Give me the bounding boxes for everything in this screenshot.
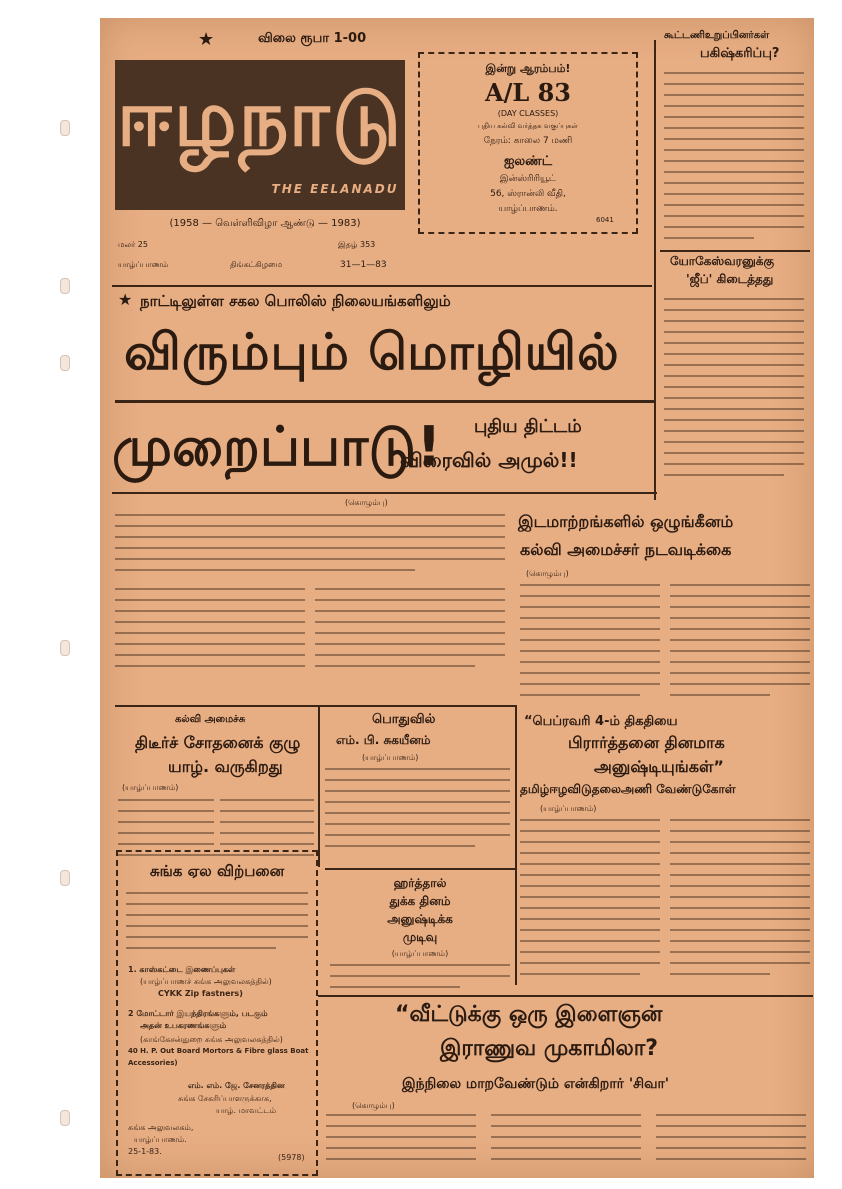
rule — [112, 285, 652, 287]
headline-1: விரும்பும் மொழியில் — [124, 323, 620, 381]
hartal-headline-3: அனுஷ்டிக்க — [387, 912, 453, 926]
right-head-3: யோகேஸ்வரனுக்கு — [670, 254, 775, 268]
binding-hole — [60, 870, 70, 886]
transfer-story-text — [520, 580, 810, 710]
byline: (கொழும்பு) — [345, 498, 388, 507]
kicker: நாட்டிலுள்ள சகல பொலிஸ் நிலையங்களிலும் — [140, 292, 451, 310]
right-col-text-2 — [660, 292, 810, 492]
auction-item-note: (யாழ்ப்பாணச் சுங்க அலுவலகத்தில்) — [140, 977, 272, 986]
ad-line: புதிய கல்வி வர்த்தக வகுப்புகள் — [478, 122, 578, 130]
hartal-story-text — [330, 960, 510, 1000]
army-headline-3: இந்நிலை மாறவேண்டும் என்கிறார் 'சிவா' — [402, 1076, 670, 1092]
auction-office: சுங்க அலுவலகம், — [128, 1123, 194, 1132]
rule — [660, 250, 810, 252]
auction-ad — [116, 850, 318, 1176]
headline-2: முறைப்பாடு! — [112, 415, 442, 478]
hartal-headline-4: முடிவு — [402, 930, 438, 944]
headline-side-1: புதிய திட்டம் — [474, 416, 582, 437]
rule — [112, 492, 657, 494]
auction-item: 2 மோட்டார் இயந்திரங்களும், படகும் — [128, 1009, 268, 1018]
byline: (யாழ்ப்பாணம்) — [391, 949, 449, 958]
column-rule — [318, 707, 320, 867]
auction-item-note: CYKK Zip fastners) — [158, 989, 243, 998]
masthead-logo — [115, 60, 405, 210]
ad-line: ஐலண்ட் — [503, 154, 553, 169]
binding-hole — [60, 120, 70, 136]
feb4-headline-2: பிரார்த்தனை தினமாக — [568, 733, 725, 752]
auction-office-place: யாழ்ப்பாணம். — [134, 1135, 187, 1144]
auction-item-note: Accessories) — [128, 1059, 178, 1067]
feb4-headline-4: தமிழ்ஈழவிடுதலைஅணி வேண்டுகோள் — [520, 782, 736, 796]
auction-signer-title: சுங்க சேகரிப்பாளருக்காக, — [178, 1094, 272, 1103]
ad-line: இன்று ஆரம்பம்! — [485, 62, 571, 75]
rule — [318, 995, 813, 997]
right-head-1: கூட்டணிஉறுப்பினர்கள் — [664, 30, 770, 41]
byline: (யாழ்ப்பாணம்) — [540, 804, 597, 813]
column-rule — [515, 705, 517, 985]
feb4-headline-1: “பெப்ரவரி 4-ம் திகதியை — [524, 714, 678, 729]
auction-signer: எம். எம். ஜே. சேனரத்தின — [188, 1081, 285, 1090]
ad-line: (DAY CLASSES) — [497, 109, 559, 118]
transfer-headline-2: கல்வி அமைச்சர் நடவடிக்கை — [520, 540, 732, 559]
edu-kicker: கல்வி அமைச்சு — [175, 714, 246, 725]
ad-line: யாழ்ப்பாணம். — [498, 204, 558, 214]
byline: (கொழும்பு) — [526, 569, 569, 578]
day: திங்கட்கிழமை — [230, 260, 283, 269]
binding-hole — [60, 278, 70, 294]
main-story-text — [115, 510, 505, 710]
auction-item-note: 40 H. P. Out Board Mortors & Fibre glass Boat — [128, 1047, 309, 1055]
transfer-headline-1: இடமாற்றங்களில் ஒழுங்கீனம் — [518, 512, 734, 531]
headline-side-2: விரைவில் அமுல்!! — [400, 448, 578, 472]
byline: (யாழ்ப்பாணம்) — [122, 783, 179, 792]
auction-title: சுங்க ஏல விற்பனை — [149, 862, 285, 880]
right-col-text — [660, 66, 810, 246]
binding-hole — [60, 1110, 70, 1126]
ad-code: 6041 — [596, 216, 614, 224]
ad-line: இன்ஸ்ரிரியூட் — [499, 174, 557, 184]
column-rule — [654, 40, 656, 500]
date: 31—1—83 — [340, 260, 387, 270]
auction-item: அதன் உபகரணங்களும் — [140, 1021, 227, 1030]
place: யாழ்ப்பாணம் — [118, 260, 169, 269]
ad-line: நேரம்: காலை 7 மணி — [483, 136, 573, 146]
auction-item: 1. காஸ்கட்டை இணைப்புகள் — [128, 965, 236, 974]
right-head-4: 'ஜீப்' கிடைத்தது — [686, 272, 774, 286]
rule — [115, 705, 515, 707]
byline: (கொழும்பு) — [352, 1101, 395, 1110]
binding-hole — [60, 355, 70, 371]
feb4-headline-3: அனுஷ்டியுங்கள்” — [594, 757, 724, 776]
hartal-headline-2: துக்க தினம் — [389, 894, 451, 908]
auction-text — [126, 888, 308, 958]
binding-hole — [60, 640, 70, 656]
army-headline-2: இராணுவ முகாமிலா? — [440, 1036, 659, 1061]
ad-line: A/L 83 — [484, 78, 571, 107]
auction-date: 25-1-83. — [128, 1147, 162, 1156]
feb4-story-text — [520, 815, 810, 995]
ad-al83 — [418, 52, 638, 234]
auction-signer-place: யாழ். மாவட்டம் — [216, 1106, 277, 1115]
masthead-title-en: THE EELANADU — [271, 182, 399, 196]
mp-headline-1: பொதுவில் — [372, 712, 436, 727]
jubilee-line: (1958 — வெள்ளிவிழா ஆண்டு — 1983) — [169, 218, 361, 229]
ad-line: 56, ஸ்ரான்லி வீதி, — [490, 189, 566, 199]
edu-headline-2: யாழ். வருகிறது — [168, 757, 283, 776]
masthead-title: ஈழநாடு — [116, 74, 404, 164]
auction-item-note: (காங்கேசன்துறை சுங்க அலுவலகத்தில்) — [140, 1035, 283, 1044]
auction-code: (5978) — [278, 1153, 305, 1162]
volume: மலர் 25 — [118, 240, 148, 249]
price-label: விலை ரூபா 1-00 — [258, 31, 367, 46]
hartal-headline-1: ஹர்த்தால் — [393, 876, 447, 890]
right-head-2: பகிஷ்கரிப்பு? — [700, 46, 780, 61]
rule — [325, 868, 515, 870]
issue: இதழ் 353 — [338, 240, 376, 249]
mp-story-text — [325, 764, 510, 864]
rule — [115, 400, 655, 403]
star-icon: ★ — [118, 290, 133, 309]
byline: (யாழ்ப்பாணம்) — [362, 753, 419, 762]
army-headline-1: “வீட்டுக்கு ஒரு இளைஞன் — [395, 1002, 663, 1027]
mp-headline-2: எம். பி. சுகயீனம் — [336, 733, 431, 747]
army-story-text — [326, 1110, 811, 1170]
edu-headline-1: திடீர்ச் சோதனைக் குழு — [135, 733, 301, 752]
star-icon: ★ — [198, 29, 215, 50]
